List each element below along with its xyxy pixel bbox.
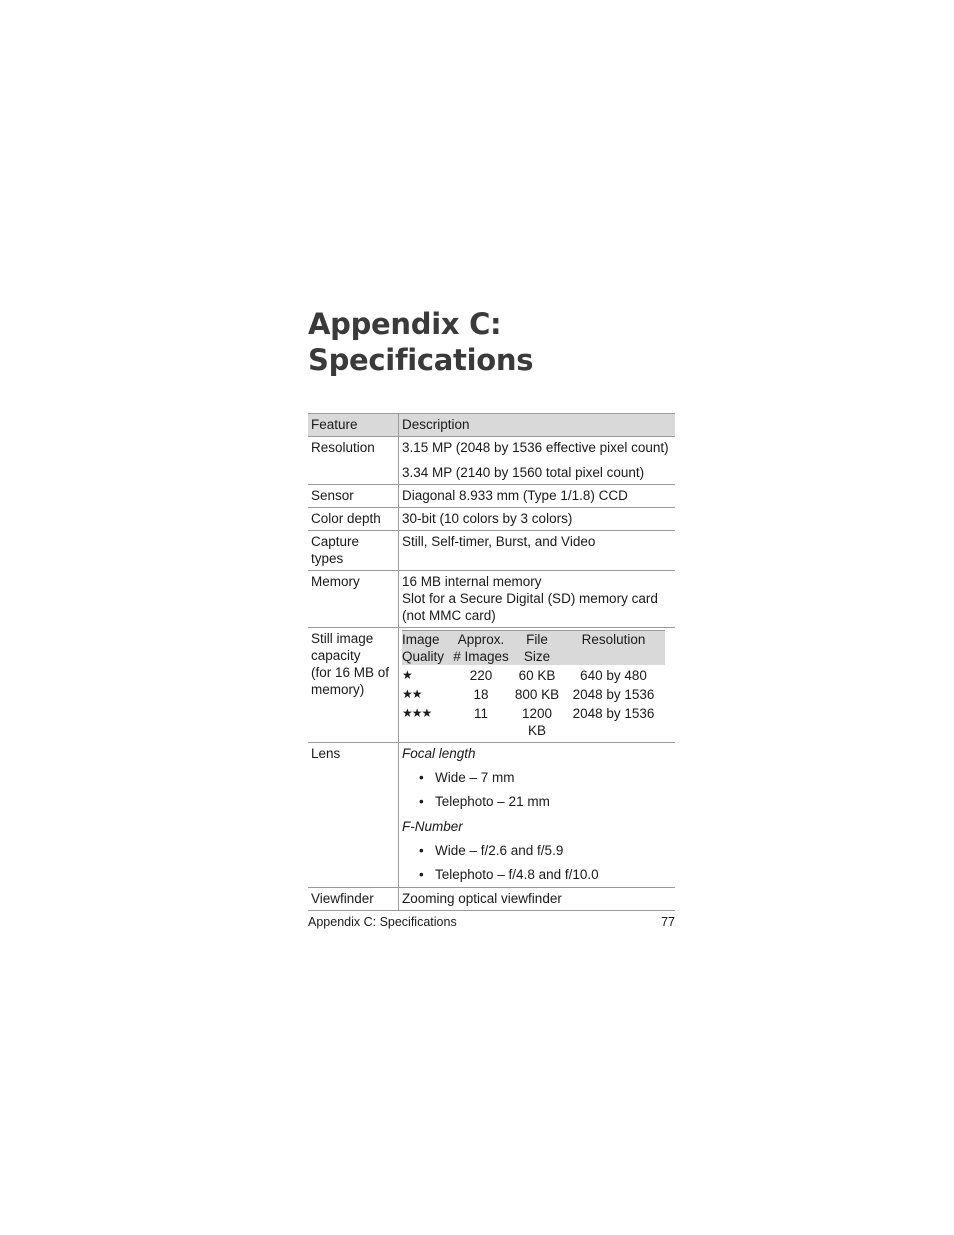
capacity-header-quality: [402, 631, 450, 666]
list-item: [419, 866, 672, 883]
table-row-still-image-capacity: [308, 628, 675, 743]
header-line: Quality: [402, 649, 445, 664]
feature-cell: [308, 628, 399, 743]
header-feature: Feature: [308, 414, 399, 437]
bullet-icon: •: [419, 770, 424, 785]
capacity-header-size: [512, 631, 562, 666]
list-item: [419, 769, 672, 786]
table-row-memory: [308, 571, 675, 628]
capacity-size: 1200 KB: [521, 706, 553, 738]
table-row-color-depth: [308, 508, 675, 531]
capacity-resolution: 640 by 480: [580, 668, 647, 683]
table-row-resolution: [308, 437, 675, 485]
resolution-total: 3.34 MP (2140 by 1560 total pixel count): [402, 465, 645, 480]
header-line: Size: [523, 649, 551, 664]
description-cell: [399, 437, 676, 485]
feature-line: (for 16 MB of: [311, 665, 390, 680]
memory-line: Slot for a Secure Digital (SD) memory card: [402, 591, 658, 606]
feature-cell: Memory: [308, 571, 399, 628]
specifications-table: [308, 413, 675, 911]
footer-page-number: 77: [661, 915, 675, 929]
table-header-row: [308, 414, 675, 437]
capacity-table: [402, 630, 665, 739]
description-cell: Still, Self-timer, Burst, and Video: [399, 531, 676, 571]
feature-line: Still image: [311, 631, 374, 646]
feature-cell: Sensor: [308, 485, 399, 508]
feature-cell: Capture types: [308, 531, 399, 571]
feature-line: capacity: [311, 648, 361, 663]
capacity-header-images: [450, 631, 512, 666]
description-cell: [399, 628, 676, 743]
feature-cell: Color depth: [308, 508, 399, 531]
focal-length-list: [402, 769, 672, 810]
capacity-resolution: 2048 by 1536: [572, 706, 655, 721]
description-cell: [399, 743, 676, 888]
capacity-row: [402, 703, 665, 739]
list-item: [419, 842, 672, 859]
table-row-lens: [308, 743, 675, 888]
list-item: [419, 793, 672, 810]
page-title-line-1: Appendix C:: [308, 307, 502, 341]
star-rating-icon: ★★★: [402, 706, 432, 720]
f-number-heading: F-Number: [402, 819, 463, 834]
capacity-resolution: 2048 by 1536: [572, 687, 655, 702]
table-row-viewfinder: [308, 888, 675, 911]
capacity-images: 18: [473, 687, 489, 702]
description-cell: Zooming optical viewfinder: [399, 888, 676, 911]
feature-cell: Resolution: [308, 437, 399, 485]
header-description: Description: [399, 414, 676, 437]
header-line: Image: [402, 632, 440, 647]
list-item-text: Wide – 7 mm: [435, 770, 515, 785]
header-line: # Images: [453, 649, 509, 664]
page-title: [308, 306, 533, 378]
star-rating-icon: ★: [402, 668, 412, 682]
footer-section-title: Appendix C: Specifications: [308, 915, 457, 929]
capacity-header-row: [402, 631, 665, 666]
memory-line: (not MMC card): [402, 608, 496, 623]
bullet-icon: •: [419, 843, 424, 858]
feature-cell: Lens: [308, 743, 399, 888]
capacity-header-resolution: [562, 631, 665, 666]
focal-length-heading: Focal length: [402, 746, 476, 761]
description-cell: [399, 571, 676, 628]
resolution-effective: 3.15 MP (2048 by 1536 effective pixel count): [402, 440, 669, 455]
capacity-row: [402, 684, 665, 703]
feature-line: memory): [311, 682, 365, 697]
bullet-icon: •: [419, 794, 424, 809]
description-cell: 30-bit (10 colors by 3 colors): [399, 508, 676, 531]
header-line: Resolution: [581, 632, 646, 647]
table-row-sensor: [308, 485, 675, 508]
list-item-text: Wide – f/2.6 and f/5.9: [435, 843, 564, 858]
page-title-line-2: Specifications: [308, 343, 534, 377]
feature-cell: Viewfinder: [308, 888, 399, 911]
header-line: Approx.: [457, 632, 505, 647]
capacity-images: 220: [469, 668, 493, 683]
capacity-images: 11: [473, 706, 488, 721]
bullet-icon: •: [419, 867, 424, 882]
capacity-size: 60 KB: [518, 668, 556, 683]
f-number-list: [402, 842, 672, 883]
capacity-row: [402, 665, 665, 684]
capacity-size: 800 KB: [514, 687, 560, 702]
list-item-text: Telephoto – 21 mm: [435, 794, 550, 809]
memory-line: 16 MB internal memory: [402, 574, 542, 589]
table-row-capture-types: [308, 531, 675, 571]
header-line: File: [526, 632, 548, 647]
description-cell: Diagonal 8.933 mm (Type 1/1.8) CCD: [399, 485, 676, 508]
list-item-text: Telephoto – f/4.8 and f/10.0: [435, 867, 599, 882]
star-rating-icon: ★★: [402, 687, 422, 701]
